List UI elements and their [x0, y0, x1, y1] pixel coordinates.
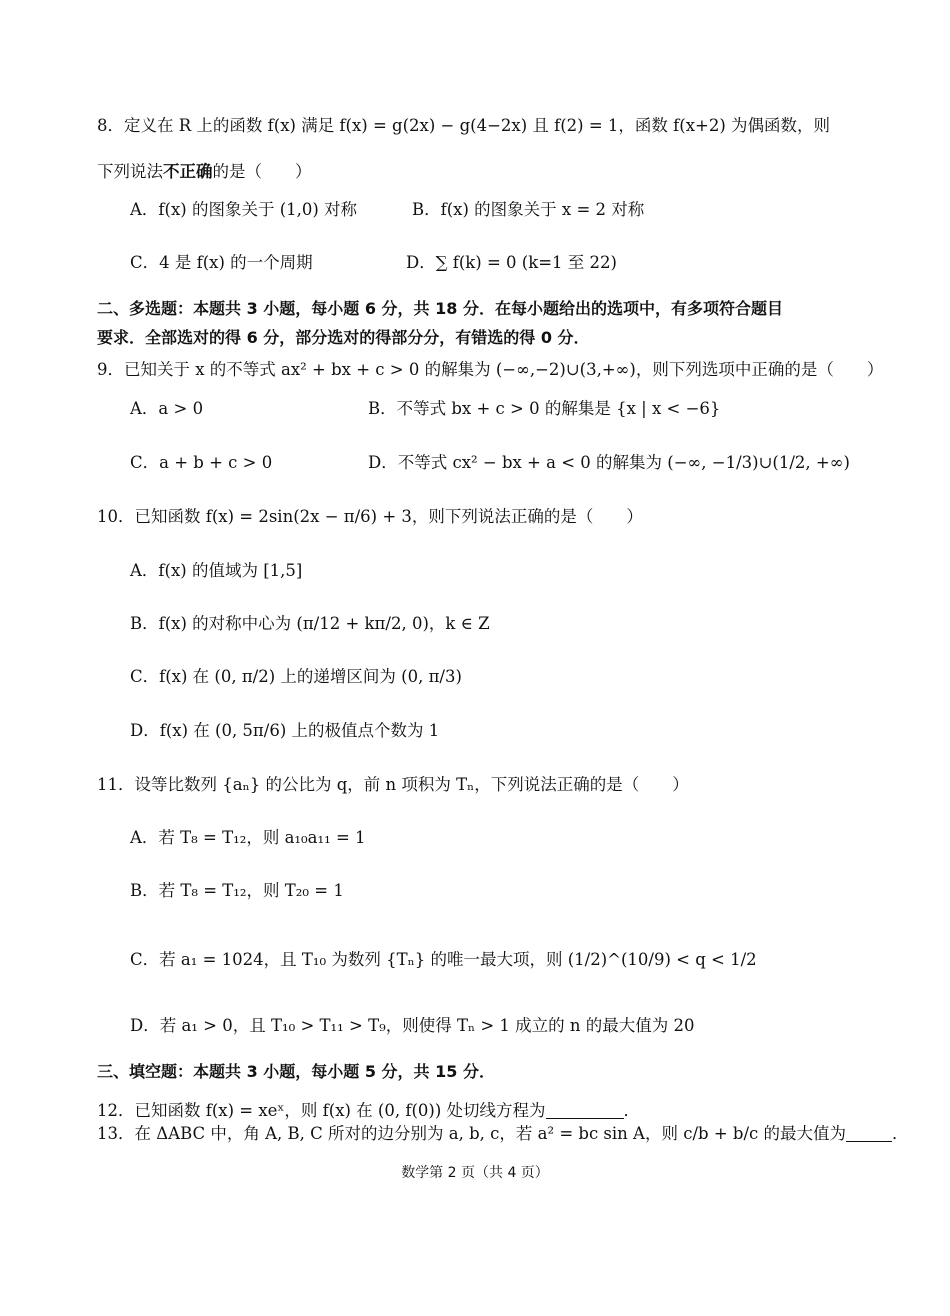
q8-option-b: B．f(x) 的图象关于 x = 2 对称: [412, 200, 645, 219]
page-footer: 数学第 2 页（共 4 页）: [401, 1165, 549, 1181]
q10-option-a: A．f(x) 的值域为 [1,5]: [130, 561, 303, 580]
q8-stem-line1: 8．定义在 R 上的函数 f(x) 满足 f(x) = g(2x) − g(4−2x) 且 f(2) = 1，函数 f(x+2) 为偶函数，则: [97, 116, 831, 135]
q8-stem-line2: [97, 160, 312, 184]
q13-answer-blank: [846, 1123, 892, 1142]
q8-line2-pre: 下列说法: [97, 162, 163, 181]
q13-end: ．: [892, 1124, 909, 1143]
q8-line2-post: 的是（ ）: [212, 162, 312, 181]
q9-option-c: C．a + b + c > 0: [130, 453, 273, 472]
q8-option-c: C．4 是 f(x) 的一个周期: [130, 253, 313, 272]
q12-end: ．: [623, 1101, 641, 1120]
q9-option-d: D．不等式 cx² − bx + a < 0 的解集为 (−∞, −1/3)∪(1/2, +∞): [368, 453, 850, 472]
section-2-line2: 要求．全部选对的得 6 分，部分选对的得部分分，有错选的得 0 分．: [97, 328, 590, 347]
q10-option-c: C．f(x) 在 (0, π/2) 上的递增区间为 (0, π/3): [130, 667, 462, 686]
q13-stem-text: 13．在 ΔABC 中，角 A, B, C 所对的边分别为 a, b, c，若 a² = bc sin A，则 c/b + b/c 的最大值为: [97, 1124, 846, 1143]
q12-stem: [97, 1099, 640, 1123]
q9-option-b: B．不等式 bx + c > 0 的解集是 {x | x < −6}: [368, 399, 721, 418]
q12-stem-text: 12．已知函数 f(x) = xeˣ，则 f(x) 在 (0, f(0)) 处切线方程为: [97, 1101, 546, 1120]
q12-answer-blank: [546, 1100, 624, 1119]
section-2-line1: 二、多选题：本题共 3 小题，每小题 6 分，共 18 分．在每小题给出的选项中，有多项符合题目: [97, 299, 783, 318]
q8-option-d: D．∑ f(k) = 0 (k=1 至 22): [406, 253, 617, 272]
q9-option-a: A．a > 0: [130, 399, 204, 418]
q8-line2-bold: 不正确: [163, 162, 213, 181]
q11-option-a: A．若 T₈ = T₁₂，则 a₁₀a₁₁ = 1: [130, 828, 366, 847]
q13-stem: [97, 1122, 909, 1146]
q10-option-b: B．f(x) 的对称中心为 (π/12 + kπ/2, 0)，k ∈ Z: [130, 614, 490, 633]
q11-stem: 11．设等比数列 {aₙ} 的公比为 q，前 n 项积为 Tₙ，下列说法正确的是（ ）: [97, 775, 689, 794]
q10-stem: 10．已知函数 f(x) = 2sin(2x − π/6) + 3，则下列说法正确的是（ ）: [97, 507, 643, 526]
q10-option-d: D．f(x) 在 (0, 5π/6) 上的极值点个数为 1: [130, 721, 440, 740]
q11-option-d: D．若 a₁ > 0，且 T₁₀ > T₁₁ > T₉，则使得 Tₙ > 1 成立的 n 的最大值为 20: [130, 1016, 695, 1035]
q9-stem: 9．已知关于 x 的不等式 ax² + bx + c > 0 的解集为 (−∞,−2)∪(3,+∞)，则下列选项中正确的是（ ）: [97, 360, 884, 379]
q11-option-c: C．若 a₁ = 1024，且 T₁₀ 为数列 {Tₙ} 的唯一最大项，则 (1/2)^(10/9) < q < 1/2: [130, 950, 757, 969]
section-3-line1: 三、填空题：本题共 3 小题，每小题 5 分，共 15 分．: [97, 1062, 495, 1081]
q8-option-a: A．f(x) 的图象关于 (1,0) 对称: [130, 200, 358, 219]
q11-option-b: B．若 T₈ = T₁₂，则 T₂₀ = 1: [130, 881, 344, 900]
